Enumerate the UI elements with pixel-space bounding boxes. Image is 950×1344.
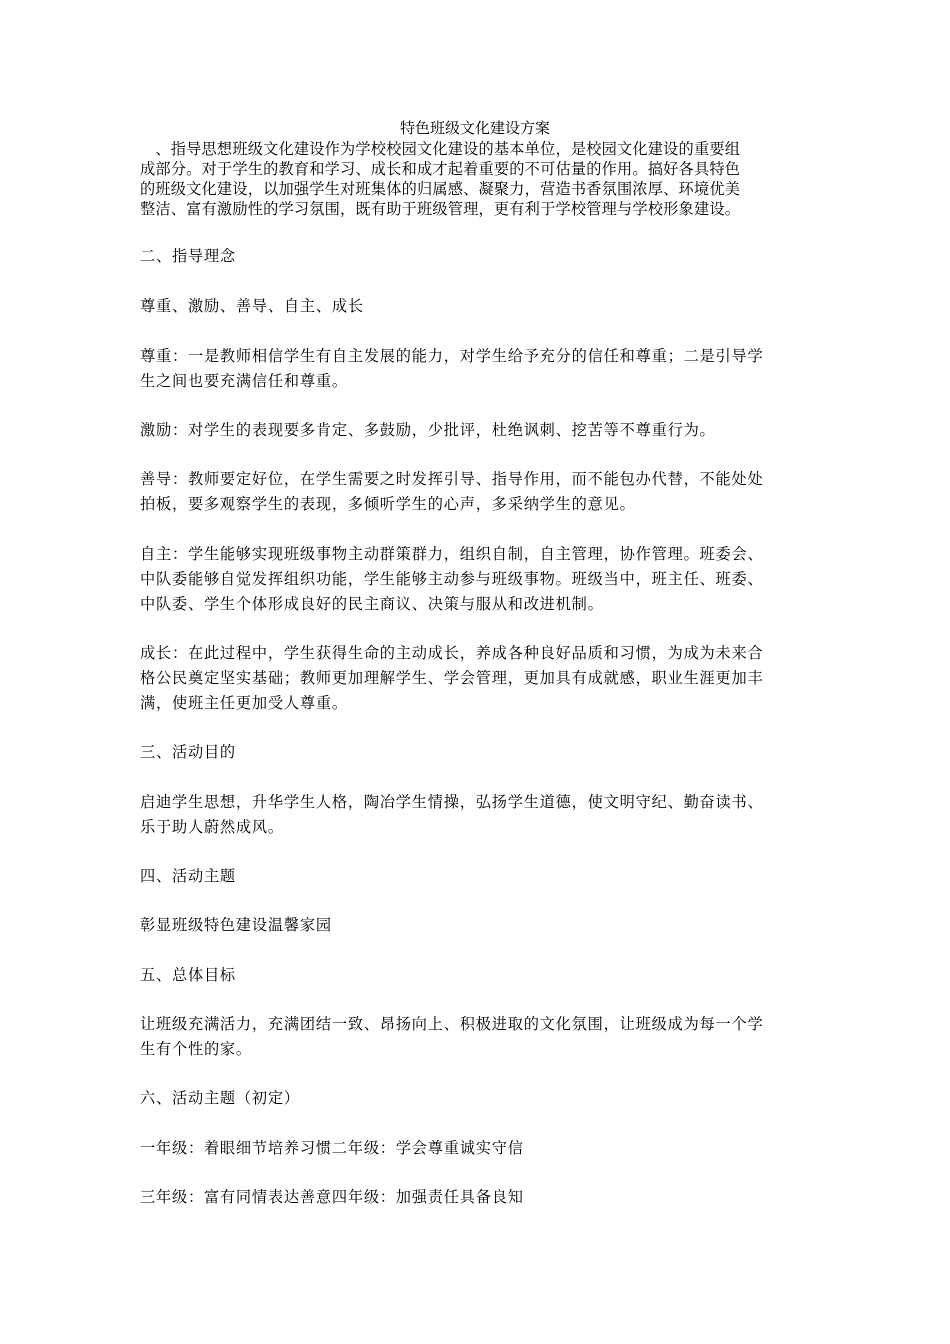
guide-paragraph [140, 467, 812, 517]
paragraph-line: 、指导思想班级文化建设作为学校校园文化建设的基本单位，是校园文化建设的重要组 [140, 140, 741, 158]
paragraph-line: 善导：教师要定好位，在学生需要之时发挥引导、指导作用，而不能包办代替，不能处处 [140, 470, 764, 488]
paragraph-line: 拍板，要多观察学生的表现，多倾听学生的心声，多采纳学生的意见。 [140, 495, 636, 513]
theme-text: 彰显班级特色建设温馨家园 [140, 916, 332, 934]
goal-paragraph [140, 1012, 812, 1062]
autonomy-paragraph [140, 542, 812, 617]
principles-text: 尊重、激励、善导、自主、成长 [140, 297, 364, 315]
paragraph-line: 中队委能够自觉发挥组织功能，学生能够主动参与班级事物。班级当中，班主任、班委、 [140, 570, 764, 588]
document-title: 特色班级文化建设方案 [399, 119, 550, 137]
theme-paragraph [140, 913, 812, 938]
heading-text: 五、总体目标 [140, 966, 236, 984]
heading-text: 三、活动目的 [140, 743, 236, 761]
guiding-ideology-paragraph [140, 139, 812, 219]
section-heading-3 [140, 740, 812, 765]
encourage-paragraph [140, 418, 812, 443]
paragraph-line: 生之间也要充满信任和尊重。 [140, 372, 348, 390]
paragraph-line: 整洁、富有激励性的学习氛围，既有助于班级管理，更有利于学校管理与学校形象建设。 [140, 200, 741, 218]
purpose-paragraph [140, 790, 812, 840]
respect-paragraph [140, 344, 812, 394]
grade-text: 一年级：着眼细节培养习惯二年级：学会尊重诚实守信 [140, 1139, 524, 1157]
grade-1-2-line [140, 1136, 812, 1161]
paragraph-line: 乐于助人蔚然成风。 [140, 818, 284, 836]
section-heading-2 [140, 244, 812, 269]
paragraph-line: 尊重：一是教师相信学生有自主发展的能力，对学生给予充分的信任和尊重；二是引导学 [140, 347, 764, 365]
paragraph-line: 中队委、学生个体形成良好的民主商议、决策与服从和改进机制。 [140, 595, 604, 613]
paragraph-line: 成长：在此过程中，学生获得生命的主动成长，养成各种良好品质和习惯，为成为未来合 [140, 644, 764, 662]
heading-text: 二、指导理念 [140, 247, 236, 265]
paragraph-line: 激励：对学生的表现要多肯定、多鼓励，少批评，杜绝讽刺、挖苦等不尊重行为。 [140, 421, 716, 439]
section-heading-5 [140, 963, 812, 988]
paragraph-line: 格公民奠定坚实基础；教师更加理解学生、学会管理，更加具有成就感，职业生涯更加丰 [140, 669, 764, 687]
paragraph-line: 启迪学生思想，升华学生人格，陶冶学生情操，弘扬学生道德，使文明守纪、勤奋读书、 [140, 793, 764, 811]
grade-3-4-line [140, 1185, 812, 1210]
paragraph-line: 让班级充满活力，充满团结一致、昂扬向上、积极进取的文化氛围，让班级成为每一个学 [140, 1015, 764, 1033]
section-heading-6 [140, 1086, 812, 1111]
principles-list [140, 294, 812, 319]
paragraph-line: 生有个性的家。 [140, 1040, 252, 1058]
growth-paragraph [140, 641, 812, 716]
paragraph-line: 成部分。对于学生的教育和学习、成长和成才起着重要的不可估量的作用。搞好各具特色 [140, 160, 741, 178]
grade-text: 三年级：富有同情表达善意四年级：加强责任具备良知 [140, 1188, 524, 1206]
heading-text: 六、活动主题（初定） [140, 1089, 300, 1107]
paragraph-line: 的班级文化建设，以加强学生对班集体的归属感、凝聚力，营造书香氛围浓厚、环境优美 [140, 180, 741, 198]
heading-text: 四、活动主题 [140, 867, 236, 885]
paragraph-line: 满，使班主任更加受人尊重。 [140, 694, 348, 712]
paragraph-line: 自主：学生能够实现班级事物主动群策群力，组织自制，自主管理，协作管理。班委会、 [140, 545, 764, 563]
section-heading-4 [140, 864, 812, 889]
